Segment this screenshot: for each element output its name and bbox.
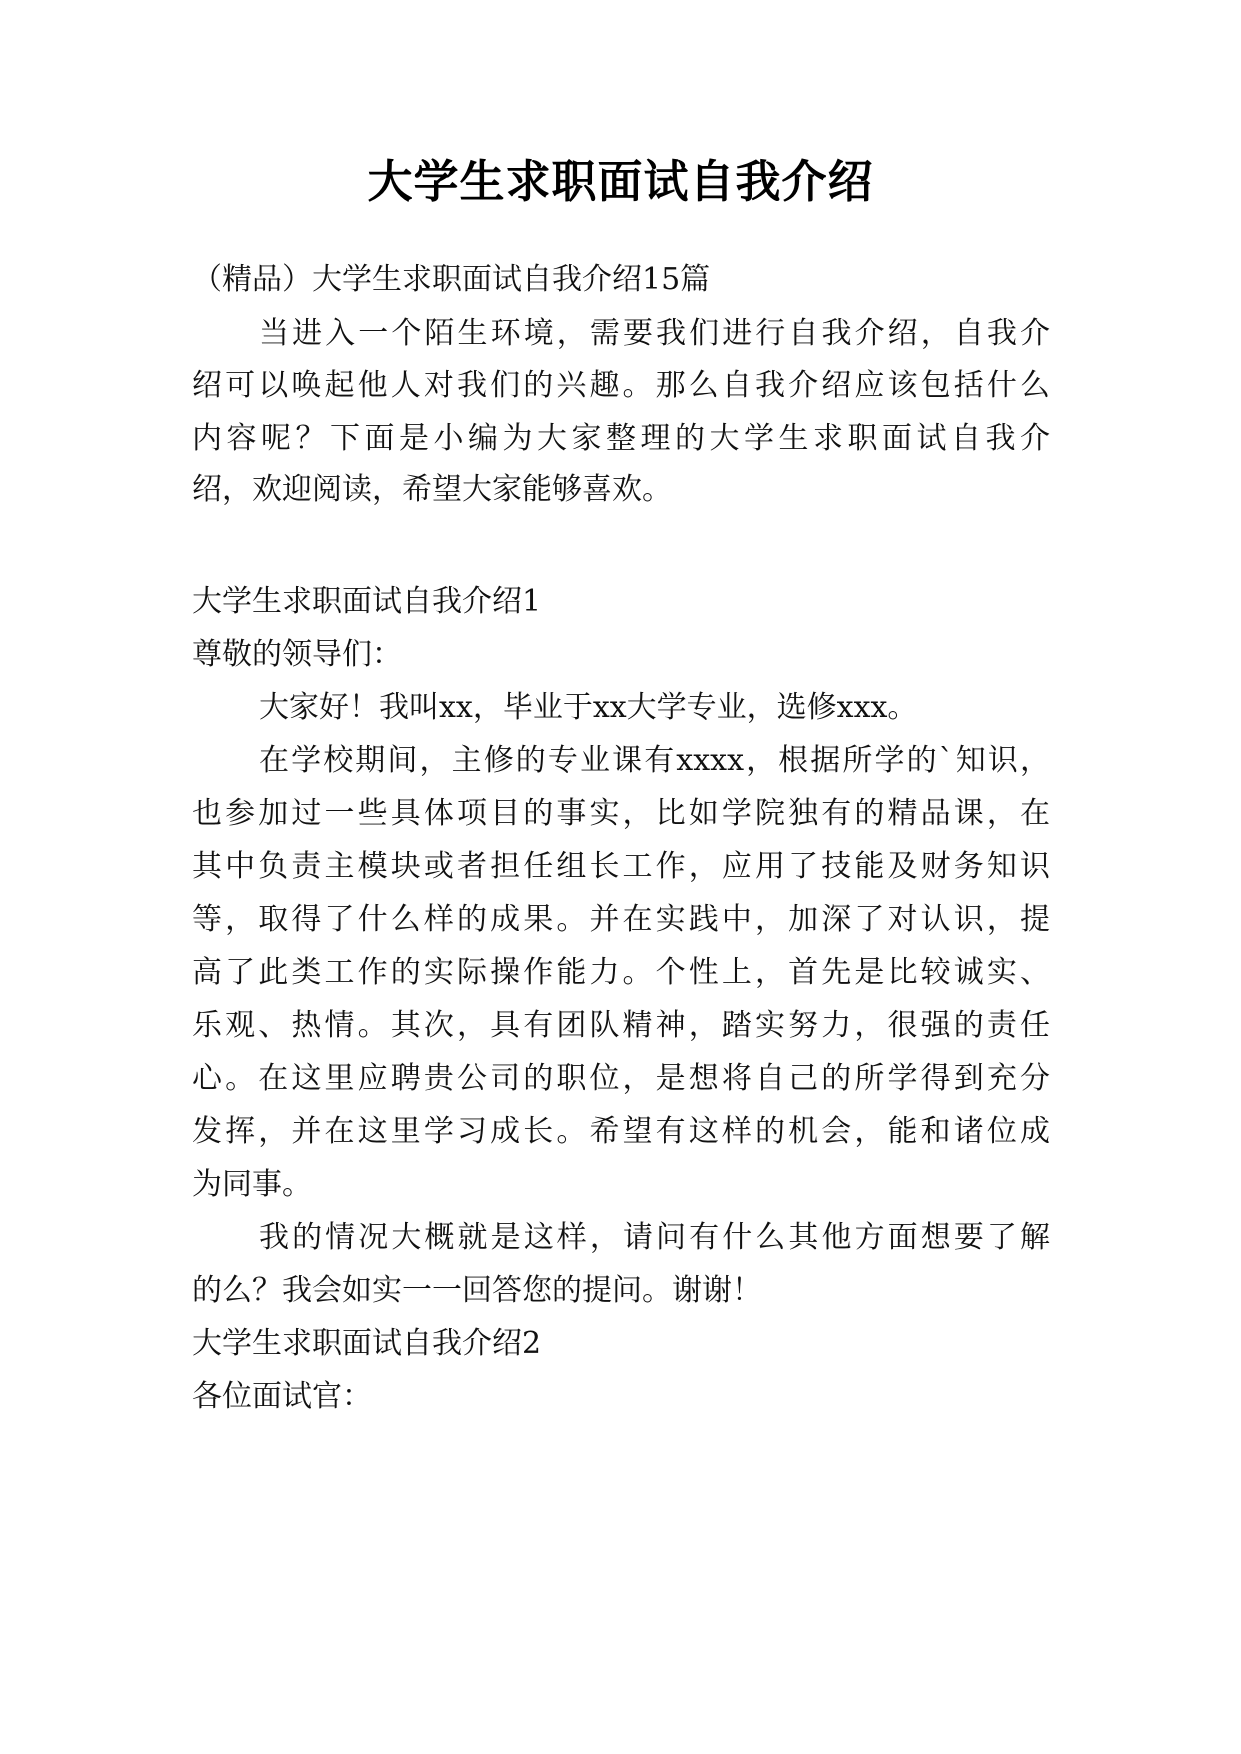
intro-line-2: 绍可以唤起他人对我们的兴趣。那么自我介绍应该包括什么 xyxy=(192,368,1050,403)
body-line-2: 在学校期间，主修的专业课有xxxx，根据所学的`知识， xyxy=(259,743,1050,778)
body-line-4: 其中负责主模块或者担任组长工作，应用了技能及财务知识 xyxy=(192,849,1050,884)
body-line-9: 发挥，并在这里学习成长。希望有这样的机会，能和诸位成 xyxy=(192,1114,1050,1149)
salutation-1: 尊敬的领导们： xyxy=(192,637,402,672)
body-line-7: 乐观、热情。其次，具有团队精神，踏实努力，很强的责任 xyxy=(192,1008,1050,1043)
body-line-1: 大家好！我叫xx，毕业于xx大学专业，选修xxx。 xyxy=(259,690,918,725)
body-line-11: 我的情况大概就是这样，请问有什么其他方面想要了解 xyxy=(259,1220,1050,1255)
intro-line-3: 内容呢？下面是小编为大家整理的大学生求职面试自我介 xyxy=(192,421,1050,456)
body-line-6: 高了此类工作的实际操作能力。个性上，首先是比较诚实、 xyxy=(192,955,1050,990)
document-title: 大学生求职面试自我介绍 xyxy=(367,155,874,208)
body-line-8: 心。在这里应聘贵公司的职位，是想将自己的所学得到充分 xyxy=(192,1061,1050,1096)
salutation-2: 各位面试官： xyxy=(192,1379,372,1414)
body-line-10: 为同事。 xyxy=(192,1167,312,1202)
body-line-3: 也参加过一些具体项目的事实，比如学院独有的精品课，在 xyxy=(192,796,1050,831)
section-heading-2: 大学生求职面试自我介绍2 xyxy=(192,1326,542,1361)
document-subtitle: （精品）大学生求职面试自我介绍15篇 xyxy=(192,262,711,297)
body-line-5: 等，取得了什么样的成果。并在实践中，加深了对认识，提 xyxy=(192,902,1050,937)
body-line-12: 的么？我会如实一一回答您的提问。谢谢！ xyxy=(192,1273,762,1308)
section-heading-1: 大学生求职面试自我介绍1 xyxy=(192,584,542,619)
intro-line-4: 绍，欢迎阅读，希望大家能够喜欢。 xyxy=(192,472,672,507)
intro-line-1: 当进入一个陌生环境，需要我们进行自我介绍，自我介 xyxy=(259,316,1050,351)
